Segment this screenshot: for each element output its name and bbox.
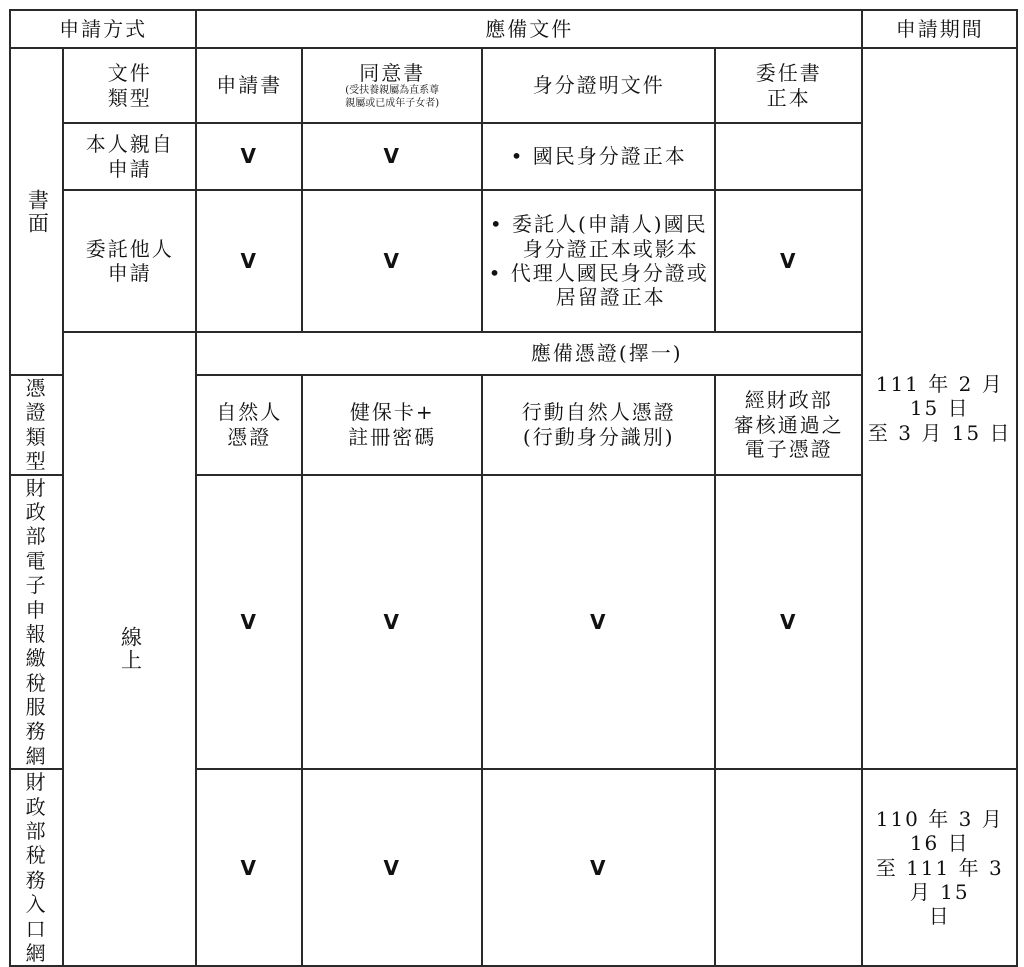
id-item-text: 委託人(申請人)國民身分證正本或影本: [511, 212, 708, 261]
row-type-line2: 申請: [107, 261, 152, 285]
cred-type-line: 健保卡+: [349, 400, 435, 425]
paper-period-line2: 至 3 月 15 日: [867, 420, 1012, 445]
check-mark: V: [715, 190, 862, 332]
site-name-line: 子申報繳: [25, 573, 48, 671]
check-mark: V: [196, 123, 302, 190]
check-mark: [715, 123, 862, 190]
cred-type-line: 經財政部: [744, 388, 833, 413]
cred-type-line: 自然人: [216, 400, 283, 425]
row-type: [63, 123, 196, 190]
id-cell: [482, 190, 715, 332]
row-type-line1: 本人親自: [85, 132, 174, 157]
col-power: [715, 48, 862, 123]
application-methods-table: [9, 9, 1018, 967]
cred-type-line: 憑證: [227, 424, 272, 449]
check-mark: V: [302, 475, 482, 770]
col-application: 申請書: [196, 48, 302, 123]
check-mark: V: [302, 123, 482, 190]
row-type-line1: 委託他人: [85, 236, 174, 261]
col-doc-type-line1: 文件: [107, 61, 152, 86]
cred-type-line: 審核通過之: [733, 412, 844, 437]
site-name: [10, 769, 63, 966]
col-consent-note-line1: (受扶養親屬為直系尊: [345, 85, 440, 97]
portal-period-line1: 110 年 3 月 16 日: [875, 806, 1004, 856]
site-name: [10, 475, 63, 770]
check-mark: V: [302, 769, 482, 966]
cred-type-line: 行動自然人憑證: [521, 400, 676, 425]
check-mark: V: [482, 769, 715, 966]
site-name-line: 務入口網: [25, 867, 48, 965]
id-item-text: 國民身分證正本: [532, 144, 687, 169]
col-consent-title: 同意書: [359, 60, 426, 85]
cred-type: [482, 375, 715, 475]
paper-period-line1: 111 年 2 月 15 日: [875, 372, 1004, 421]
check-mark: V: [196, 769, 302, 966]
cred-type-line: 註冊密碼: [348, 424, 437, 449]
paper-period: [862, 48, 1017, 769]
col-consent-note-line2: 親屬或已成年子女者): [345, 97, 440, 109]
check-mark: V: [715, 475, 862, 770]
portal-period-line2: 至 111 年 3 月 15: [875, 855, 1004, 904]
col-power-line2: 正本: [766, 85, 811, 110]
id-cell: [482, 123, 715, 190]
portal-period-line3: 日: [928, 904, 951, 929]
check-mark: [715, 769, 862, 966]
site-name-line: 稅服務網: [25, 670, 48, 768]
id-item: • 國民身分證正本: [510, 144, 687, 169]
portal-period: [862, 769, 1017, 966]
id-item: • 代理人國民身分證或居留證正本: [488, 261, 709, 310]
col-power-line1: 委任書: [755, 61, 822, 86]
online-category: 線上: [63, 332, 196, 966]
header-row: [10, 10, 1017, 48]
id-item-text: 代理人國民身分證或居留證正本: [510, 261, 709, 310]
cred-label: 憑證類型: [10, 375, 63, 475]
site-name-line: 財政部稅: [25, 770, 48, 868]
col-id: 身分證明文件: [482, 48, 715, 123]
cred-type: [715, 375, 862, 475]
credential-title: 應備憑證(擇一): [196, 332, 1017, 375]
check-mark: V: [196, 475, 302, 770]
check-mark: V: [302, 190, 482, 332]
id-item: • 委託人(申請人)國民身分證正本或影本: [489, 212, 708, 261]
col-doc-type-line2: 類型: [107, 85, 152, 110]
check-mark: V: [196, 190, 302, 332]
paper-category: 書面: [10, 48, 63, 375]
cred-type-line: (行動身分識別): [522, 424, 675, 449]
header-method: 申請方式: [10, 10, 196, 48]
check-mark: V: [482, 475, 715, 770]
col-doc-type: [63, 48, 196, 123]
paper-columns-row: [10, 48, 1017, 123]
cred-type: [302, 375, 482, 475]
row-type-line2: 申請: [107, 156, 152, 181]
cred-type: [196, 375, 302, 475]
row-type: [63, 190, 196, 332]
header-period: 申請期間: [862, 10, 1017, 48]
col-consent: [302, 48, 482, 123]
site-name-line: 財政部電: [25, 475, 48, 573]
online-credential-title-row: [10, 332, 1017, 375]
cred-type-line: 電子憑證: [744, 436, 833, 461]
header-documents: 應備文件: [196, 10, 862, 48]
